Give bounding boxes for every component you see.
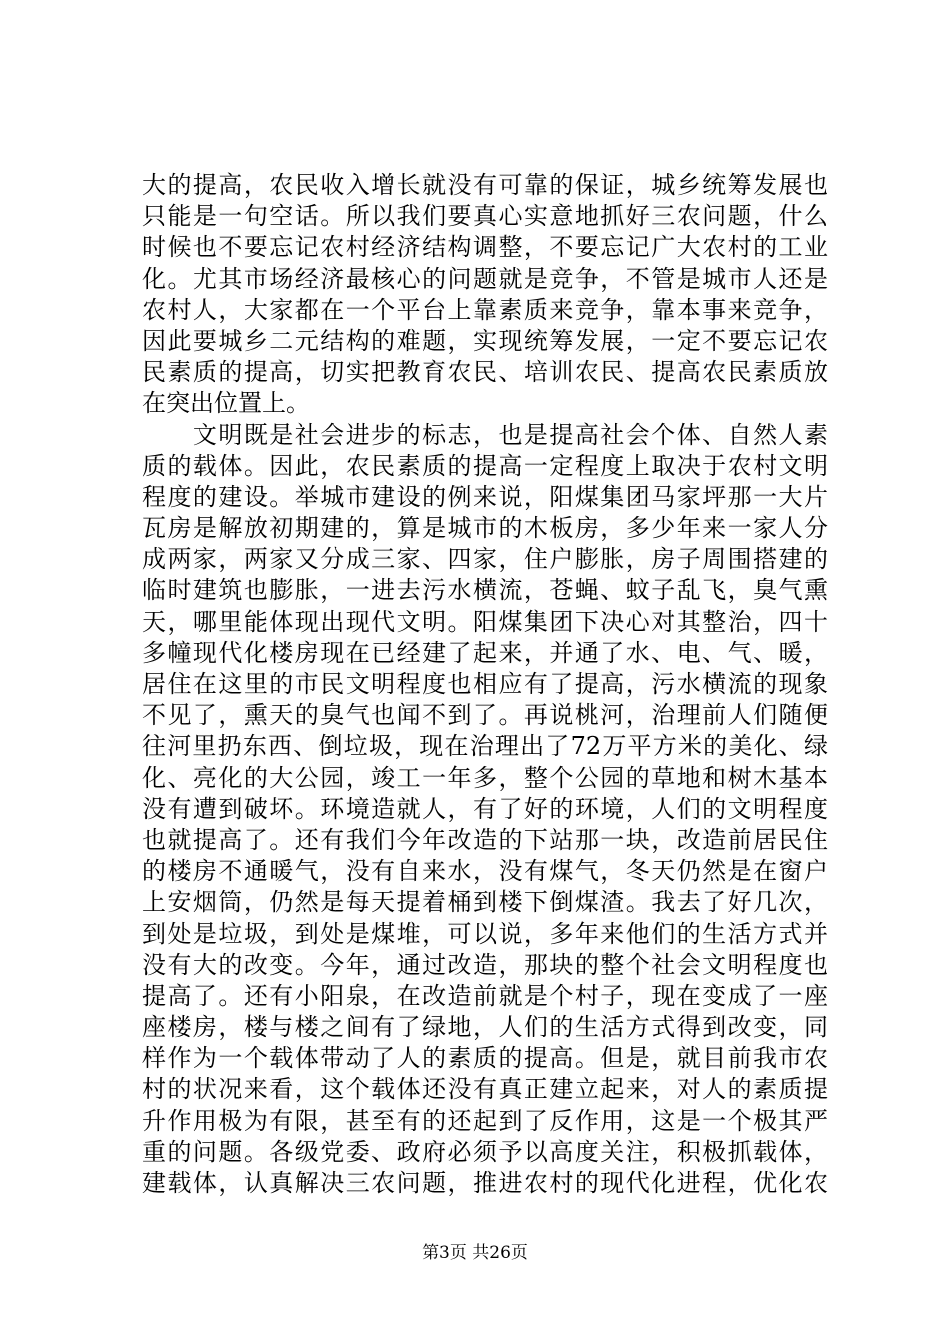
text-line: 往河里扔东西、倒垃圾，现在治理出了72万平方米的美化、绿: [142, 732, 828, 761]
text-line: 村的状况来看，这个载体还没有真正建立起来，对人的素质提: [142, 1075, 828, 1104]
body-text: [142, 170, 828, 1199]
text-line: 多幢现代化楼房现在已经建了起来，并通了水、电、气、暖，: [142, 638, 828, 667]
text-line: 提高了。还有小阳泉，在改造前就是个村子，现在变成了一座: [142, 981, 828, 1010]
text-line: 重的问题。各级党委、政府必须予以高度关注，积极抓载体，: [142, 1137, 828, 1166]
text-line: 化。尤其市场经济最核心的问题就是竞争，不管是城市人还是: [142, 264, 828, 293]
text-line: 没有遭到破坏。环境造就人，有了好的环境，人们的文明程度: [142, 794, 828, 823]
text-line: 成两家，两家又分成三家、四家，住户膨胀，房子周围搭建的: [142, 545, 828, 574]
text-line: 的楼房不通暖气，没有自来水，没有煤气，冬天仍然是在窗户: [142, 857, 828, 886]
text-line: 临时建筑也膨胀，一进去污水横流，苍蝇、蚊子乱飞，臭气熏: [142, 576, 828, 605]
text-line: 化、亮化的大公园，竣工一年多，整个公园的草地和树木基本: [142, 763, 828, 792]
text-line: 农村人，大家都在一个平台上靠素质来竞争，靠本事来竞争，: [142, 295, 828, 324]
text-line: 样作为一个载体带动了人的素质的提高。但是，就目前我市农: [142, 1044, 828, 1073]
text-line: 在突出位置上。: [142, 389, 310, 418]
text-line: 因此要城乡二元结构的难题，实现统筹发展，一定不要忘记农: [142, 326, 828, 355]
text-line: 座楼房，楼与楼之间有了绿地，人们的生活方式得到改变，同: [142, 1013, 828, 1042]
text-line: 程度的建设。举城市建设的例来说，阳煤集团马家坪那一大片: [142, 482, 828, 511]
text-line: 只能是一句空话。所以我们要真心实意地抓好三农问题，什么: [142, 202, 828, 231]
text-line: 天，哪里能体现出现代文明。阳煤集团下决心对其整治，四十: [142, 607, 828, 636]
text-line: 瓦房是解放初期建的，算是城市的木板房，多少年来一家人分: [142, 514, 828, 543]
text-line: 到处是垃圾，到处是煤堆，可以说，多年来他们的生活方式并: [142, 919, 828, 948]
text-line: 建载体，认真解决三农问题，推进农村的现代化进程，优化农: [142, 1169, 828, 1197]
text-line: 时候也不要忘记农村经济结构调整，不要忘记广大农村的工业: [142, 233, 828, 262]
text-line: 大的提高，农民收入增长就没有可靠的保证，城乡统筹发展也: [142, 171, 828, 199]
text-line: 升作用极为有限，甚至有的还起到了反作用，这是一个极其严: [142, 1106, 828, 1135]
page-number-footer: 第3页 共26页: [422, 1243, 528, 1263]
text-line: 也就提高了。还有我们今年改造的下站那一块，改造前居民住: [142, 825, 828, 854]
text-line: 民素质的提高，切实把教育农民、培训农民、提高农民素质放: [142, 358, 828, 387]
text-line: 文明既是社会进步的标志，也是提高社会个体、自然人素: [142, 420, 828, 449]
text-line: 居住在这里的市民文明程度也相应有了提高，污水横流的现象: [142, 670, 828, 698]
text-line: 质的载体。因此，农民素质的提高一定程度上取决于农村文明: [142, 451, 828, 480]
text-line: 上安烟筒，仍然是每天提着桶到楼下倒煤渣。我去了好几次，: [142, 888, 828, 917]
text-line: 不见了，熏天的臭气也闻不到了。再说桃河，治理前人们随便: [142, 701, 828, 730]
text-line: 没有大的改变。今年，通过改造，那块的整个社会文明程度也: [142, 950, 828, 979]
